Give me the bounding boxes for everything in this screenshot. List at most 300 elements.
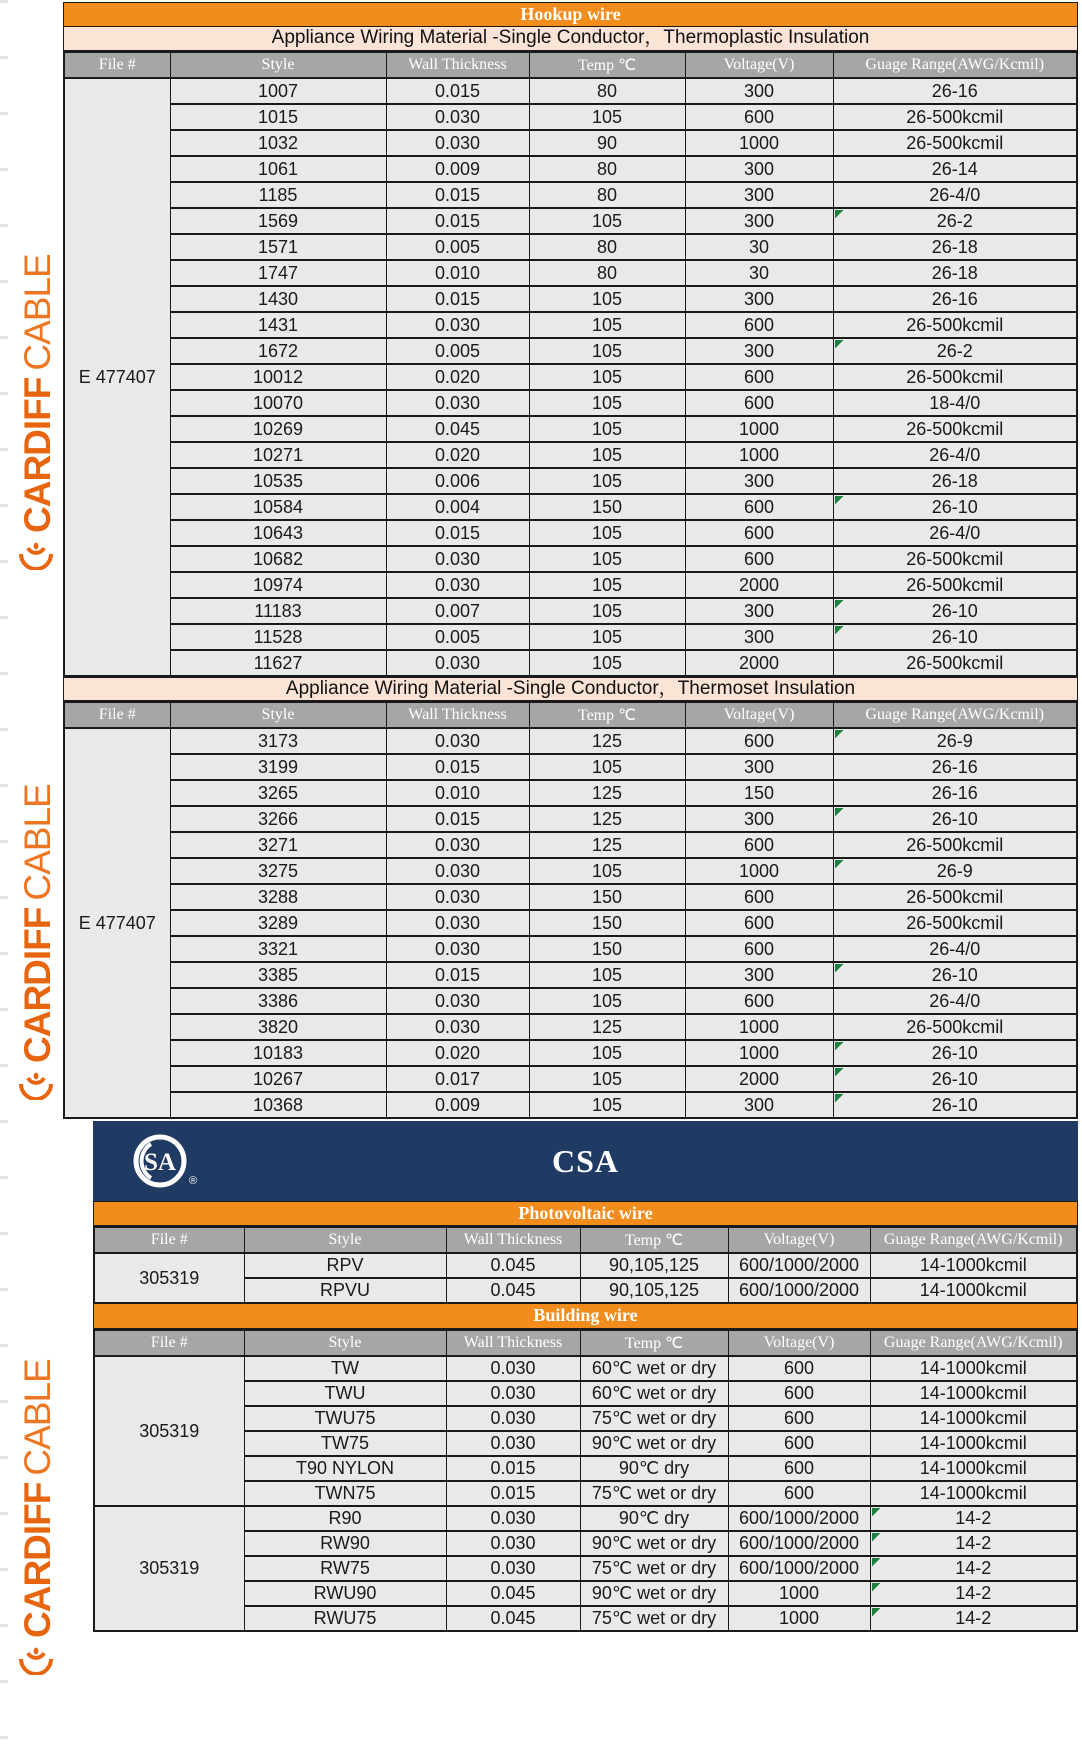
cardiff-cable-logo (10, 1255, 66, 1675)
guage-value: 14-1000kcmil (919, 1483, 1027, 1503)
error-flag-icon (835, 340, 844, 349)
subsection-banner-thermoset: Appliance Wiring Material -Single Conductor，Thermoset Insulation (63, 677, 1078, 701)
temp-cell (529, 1092, 685, 1118)
wall-value: 0.005 (434, 236, 481, 257)
wall-value: 0.030 (434, 392, 481, 413)
temp-value: 105 (591, 418, 623, 439)
style-cell (170, 936, 386, 962)
temp-value: 90℃ wet or dry (591, 1533, 717, 1553)
voltage-value: 600 (743, 548, 775, 569)
wall-value: 0.010 (434, 262, 481, 283)
wall-cell (446, 1506, 580, 1531)
style-cell (170, 728, 386, 754)
temp-value: 105 (591, 1094, 623, 1115)
wall-cell (386, 442, 529, 468)
guage-cell (833, 1014, 1077, 1040)
guage-cell (833, 286, 1077, 312)
style-value: RWU90 (313, 1583, 377, 1603)
guage-value: 26-10 (931, 1068, 978, 1089)
temp-cell (580, 1381, 728, 1406)
style-value: TWN75 (314, 1483, 376, 1503)
voltage-value: 1000 (738, 444, 780, 465)
style-cell (244, 1531, 446, 1556)
temp-cell (580, 1531, 728, 1556)
wall-value: 0.030 (490, 1533, 536, 1553)
guage-value: 14-1000kcmil (919, 1433, 1027, 1453)
file-number-cell: E 477407 (64, 728, 170, 1118)
voltage-value: 300 (743, 470, 775, 491)
wall-cell (446, 1381, 580, 1406)
guage-cell (833, 104, 1077, 130)
temp-value: 105 (591, 574, 623, 595)
brand-name-light: CABLE (17, 1359, 58, 1476)
style-cell (170, 572, 386, 598)
temp-value: 90,105,125 (608, 1255, 700, 1275)
temp-value: 60℃ wet or dry (591, 1383, 717, 1403)
temp-cell (529, 442, 685, 468)
voltage-value: 300 (743, 158, 775, 179)
wall-value: 0.020 (434, 1042, 481, 1063)
brand-name-bold: CARDIFF (17, 1482, 58, 1638)
temp-cell (529, 390, 685, 416)
wall-value: 0.030 (434, 132, 481, 153)
error-flag-icon (872, 1533, 881, 1542)
guage-value: 26-9 (936, 860, 973, 881)
wall-value: 0.030 (434, 938, 481, 959)
table-row (64, 520, 1077, 546)
temp-cell (580, 1506, 728, 1531)
file-number-cell: 305319 (94, 1506, 244, 1631)
voltage-cell (685, 312, 833, 338)
wall-cell (386, 988, 529, 1014)
column-header: Voltage(V) (685, 702, 833, 728)
thermoplastic-spec-table (63, 51, 1078, 677)
temp-cell (529, 364, 685, 390)
style-value: 3266 (257, 808, 299, 829)
guage-cell (870, 1253, 1077, 1278)
voltage-value: 2000 (738, 574, 780, 595)
temp-cell (529, 728, 685, 754)
wall-cell (386, 208, 529, 234)
temp-value: 105 (591, 756, 623, 777)
temp-cell (529, 494, 685, 520)
guage-cell (833, 780, 1077, 806)
guage-value: 26-4/0 (929, 444, 981, 465)
file-number-cell: 305319 (94, 1253, 244, 1303)
style-cell (170, 650, 386, 676)
temp-value: 105 (591, 652, 623, 673)
voltage-cell (685, 650, 833, 676)
style-cell (170, 1066, 386, 1092)
style-value: 10183 (252, 1042, 304, 1063)
voltage-value: 600 (783, 1408, 815, 1428)
guage-cell (833, 208, 1077, 234)
wall-cell (446, 1606, 580, 1631)
wall-value: 0.015 (490, 1458, 536, 1478)
voltage-cell (685, 1014, 833, 1040)
wall-cell (386, 728, 529, 754)
guage-value: 26-10 (931, 600, 978, 621)
svg-text:SA: SA (144, 1149, 176, 1176)
column-header: Style (170, 52, 386, 78)
column-header: Style (244, 1227, 446, 1253)
guage-cell (833, 832, 1077, 858)
voltage-value: 600/1000/2000 (738, 1508, 860, 1528)
wall-value: 0.009 (434, 1094, 481, 1115)
table-row (64, 1066, 1077, 1092)
guage-value: 26-10 (931, 808, 978, 829)
voltage-cell (685, 624, 833, 650)
guage-value: 26-500kcmil (906, 366, 1004, 387)
voltage-cell (685, 1040, 833, 1066)
guage-value: 26-500kcmil (906, 106, 1004, 127)
voltage-value: 2000 (738, 1068, 780, 1089)
guage-cell (833, 806, 1077, 832)
voltage-cell (728, 1581, 870, 1606)
wall-value: 0.006 (434, 470, 481, 491)
table-row (64, 806, 1077, 832)
temp-value: 80 (596, 236, 618, 257)
table-row (64, 338, 1077, 364)
voltage-cell (685, 546, 833, 572)
voltage-value: 2000 (738, 652, 780, 673)
style-cell (170, 832, 386, 858)
temp-value: 125 (591, 1016, 623, 1037)
table-row (64, 156, 1077, 182)
voltage-cell (728, 1606, 870, 1631)
cable-arcs-icon (16, 1645, 61, 1675)
wall-value: 0.015 (434, 210, 481, 231)
style-cell (170, 78, 386, 104)
wall-cell (386, 468, 529, 494)
temp-cell (529, 1066, 685, 1092)
wall-cell (386, 884, 529, 910)
voltage-cell (728, 1431, 870, 1456)
temp-cell (529, 468, 685, 494)
voltage-cell (685, 936, 833, 962)
guage-cell (833, 650, 1077, 676)
error-flag-icon (835, 1094, 844, 1103)
style-value: 1015 (257, 106, 299, 127)
cardiff-cable-logo (10, 150, 66, 570)
wall-value: 0.017 (434, 1068, 481, 1089)
style-cell (170, 442, 386, 468)
temp-value: 105 (591, 860, 623, 881)
temp-cell (529, 598, 685, 624)
error-flag-icon (872, 1558, 881, 1567)
style-value: 3199 (257, 756, 299, 777)
guage-cell (870, 1431, 1077, 1456)
wall-value: 0.030 (490, 1433, 536, 1453)
voltage-cell (685, 182, 833, 208)
style-cell (244, 1581, 446, 1606)
table-row (64, 624, 1077, 650)
guage-cell (833, 624, 1077, 650)
guage-value: 26-500kcmil (906, 574, 1004, 595)
table-row (64, 208, 1077, 234)
style-cell (244, 1253, 446, 1278)
wall-value: 0.015 (434, 522, 481, 543)
temp-value: 105 (591, 288, 623, 309)
column-header: File # (64, 52, 170, 78)
wall-value: 0.020 (434, 366, 481, 387)
guage-cell (833, 260, 1077, 286)
temp-cell (529, 338, 685, 364)
guage-cell (833, 156, 1077, 182)
wall-cell (446, 1456, 580, 1481)
cable-arcs-icon (16, 540, 61, 570)
table-row (64, 416, 1077, 442)
temp-value: 80 (596, 184, 618, 205)
guage-value: 26-500kcmil (906, 132, 1004, 153)
wall-cell (386, 832, 529, 858)
voltage-cell (685, 572, 833, 598)
style-value: 10584 (252, 496, 304, 517)
voltage-cell (685, 884, 833, 910)
building-spec-table (93, 1329, 1078, 1632)
voltage-cell (685, 858, 833, 884)
guage-value: 26-16 (931, 756, 978, 777)
table-row (94, 1253, 1077, 1278)
wall-cell (446, 1253, 580, 1278)
style-value: 1431 (257, 314, 299, 335)
column-header: Guage Range(AWG/Kcmil) (870, 1330, 1077, 1356)
guage-value: 14-1000kcmil (919, 1408, 1027, 1428)
style-value: 10368 (252, 1094, 304, 1115)
table-row (64, 312, 1077, 338)
voltage-value: 1000 (738, 132, 780, 153)
error-flag-icon (835, 730, 844, 739)
style-value: T90 NYLON (295, 1458, 395, 1478)
guage-cell (833, 338, 1077, 364)
voltage-value: 30 (748, 262, 770, 283)
wall-cell (386, 260, 529, 286)
column-header: File # (94, 1330, 244, 1356)
voltage-value: 300 (743, 1094, 775, 1115)
style-value: 1032 (257, 132, 299, 153)
voltage-cell (728, 1456, 870, 1481)
guage-cell (833, 962, 1077, 988)
wall-cell (386, 390, 529, 416)
temp-value: 105 (591, 106, 623, 127)
temp-value: 90℃ dry (618, 1508, 690, 1528)
voltage-cell (685, 78, 833, 104)
column-header: Style (170, 702, 386, 728)
section-banner-building-wire: Building wire (93, 1304, 1078, 1329)
wall-cell (386, 858, 529, 884)
style-value: 10682 (252, 548, 304, 569)
style-cell (170, 1040, 386, 1066)
guage-value: 26-2 (936, 340, 973, 361)
wall-cell (386, 1066, 529, 1092)
style-value: 3288 (257, 886, 299, 907)
temp-value: 105 (591, 522, 623, 543)
guage-value: 14-2 (955, 1583, 992, 1603)
style-cell (170, 494, 386, 520)
voltage-cell (685, 988, 833, 1014)
style-value: 1747 (257, 262, 299, 283)
voltage-cell (685, 130, 833, 156)
voltage-value: 600/1000/2000 (738, 1255, 860, 1275)
wall-cell (386, 780, 529, 806)
temp-value: 75℃ wet or dry (591, 1558, 717, 1578)
voltage-cell (728, 1531, 870, 1556)
temp-cell (529, 650, 685, 676)
table-row (64, 754, 1077, 780)
style-value: 3321 (257, 938, 299, 959)
style-cell (170, 130, 386, 156)
guage-cell (833, 988, 1077, 1014)
wall-cell (386, 936, 529, 962)
voltage-value: 300 (743, 626, 775, 647)
wall-cell (386, 234, 529, 260)
temp-cell (529, 182, 685, 208)
wall-value: 0.030 (434, 730, 481, 751)
voltage-cell (685, 962, 833, 988)
guage-value: 26-16 (931, 288, 978, 309)
guage-value: 26-10 (931, 626, 978, 647)
guage-value: 18-4/0 (929, 392, 981, 413)
voltage-cell (685, 234, 833, 260)
cardiff-cable-logo (10, 680, 66, 1100)
error-flag-icon (835, 860, 844, 869)
column-header-row (64, 52, 1077, 78)
temp-value: 105 (591, 314, 623, 335)
column-header: File # (64, 702, 170, 728)
photovoltaic-spec-table (93, 1226, 1078, 1304)
voltage-cell (728, 1481, 870, 1506)
column-header: Voltage(V) (685, 52, 833, 78)
voltage-cell (685, 780, 833, 806)
style-cell (170, 208, 386, 234)
voltage-value: 600 (783, 1383, 815, 1403)
error-flag-icon (835, 600, 844, 609)
table-row (64, 104, 1077, 130)
voltage-cell (685, 364, 833, 390)
voltage-value: 300 (743, 340, 775, 361)
temp-value: 80 (596, 158, 618, 179)
column-header: Temp ℃ (580, 1330, 728, 1356)
sheet-edge (0, 0, 8, 1758)
wall-value: 0.030 (490, 1508, 536, 1528)
temp-cell (529, 1014, 685, 1040)
style-cell (170, 884, 386, 910)
guage-cell (870, 1606, 1077, 1631)
guage-cell (833, 520, 1077, 546)
style-cell (244, 1556, 446, 1581)
style-cell (244, 1278, 446, 1303)
guage-cell (833, 598, 1077, 624)
guage-value: 14-1000kcmil (919, 1383, 1027, 1403)
temp-value: 105 (591, 366, 623, 387)
guage-value: 26-9 (936, 730, 973, 751)
column-header: Wall Thickness (386, 52, 529, 78)
temp-cell (529, 104, 685, 130)
voltage-cell (685, 104, 833, 130)
temp-value: 105 (591, 626, 623, 647)
wall-value: 0.030 (490, 1383, 536, 1403)
column-header-row (94, 1227, 1077, 1253)
wall-value: 0.045 (490, 1255, 536, 1275)
voltage-cell (685, 1092, 833, 1118)
guage-cell (833, 390, 1077, 416)
wall-cell (386, 910, 529, 936)
temp-cell (529, 780, 685, 806)
guage-cell (833, 936, 1077, 962)
guage-value: 26-4/0 (929, 522, 981, 543)
temp-cell (529, 260, 685, 286)
table-row (64, 728, 1077, 754)
temp-value: 150 (591, 886, 623, 907)
voltage-value: 600 (743, 496, 775, 517)
voltage-value: 30 (748, 236, 770, 257)
style-cell (170, 312, 386, 338)
wall-value: 0.030 (434, 834, 481, 855)
temp-value: 90,105,125 (608, 1280, 700, 1300)
style-value: 3275 (257, 860, 299, 881)
style-value: 3385 (257, 964, 299, 985)
voltage-cell (685, 416, 833, 442)
guage-cell (833, 234, 1077, 260)
guage-value: 26-10 (931, 1042, 978, 1063)
temp-cell (529, 520, 685, 546)
column-header: File # (94, 1227, 244, 1253)
voltage-value: 600 (783, 1358, 815, 1378)
column-header: Voltage(V) (728, 1330, 870, 1356)
temp-value: 75℃ wet or dry (591, 1408, 717, 1428)
guage-value: 26-2 (936, 210, 973, 231)
style-value: 3265 (257, 782, 299, 803)
wall-cell (446, 1356, 580, 1381)
voltage-cell (685, 728, 833, 754)
guage-value: 26-4/0 (929, 990, 981, 1011)
table-row (64, 1040, 1077, 1066)
style-cell (170, 416, 386, 442)
temp-cell (529, 312, 685, 338)
voltage-value: 600 (743, 106, 775, 127)
temp-value: 90℃ wet or dry (591, 1583, 717, 1603)
voltage-cell (728, 1406, 870, 1431)
brand-rail (8, 0, 62, 1758)
guage-cell (833, 468, 1077, 494)
temp-cell (529, 416, 685, 442)
table-row (94, 1356, 1077, 1381)
style-value: 3289 (257, 912, 299, 933)
style-cell (170, 910, 386, 936)
temp-value: 105 (591, 210, 623, 231)
style-cell (244, 1456, 446, 1481)
voltage-value: 300 (743, 808, 775, 829)
guage-value: 26-500kcmil (906, 418, 1004, 439)
temp-value: 60℃ wet or dry (591, 1358, 717, 1378)
style-value: 10535 (252, 470, 304, 491)
temp-cell (529, 832, 685, 858)
column-header: Temp ℃ (529, 702, 685, 728)
table-row (64, 78, 1077, 104)
voltage-value: 600 (783, 1483, 815, 1503)
temp-value: 105 (591, 444, 623, 465)
table-row (64, 936, 1077, 962)
style-value: TWU (324, 1383, 366, 1403)
voltage-value: 600 (743, 392, 775, 413)
wall-value: 0.045 (434, 418, 481, 439)
temp-value: 125 (591, 730, 623, 751)
temp-value: 90℃ wet or dry (591, 1433, 717, 1453)
wall-value: 0.015 (434, 756, 481, 777)
style-value: R90 (328, 1508, 362, 1528)
wall-value: 0.030 (434, 912, 481, 933)
guage-value: 14-1000kcmil (919, 1458, 1027, 1478)
